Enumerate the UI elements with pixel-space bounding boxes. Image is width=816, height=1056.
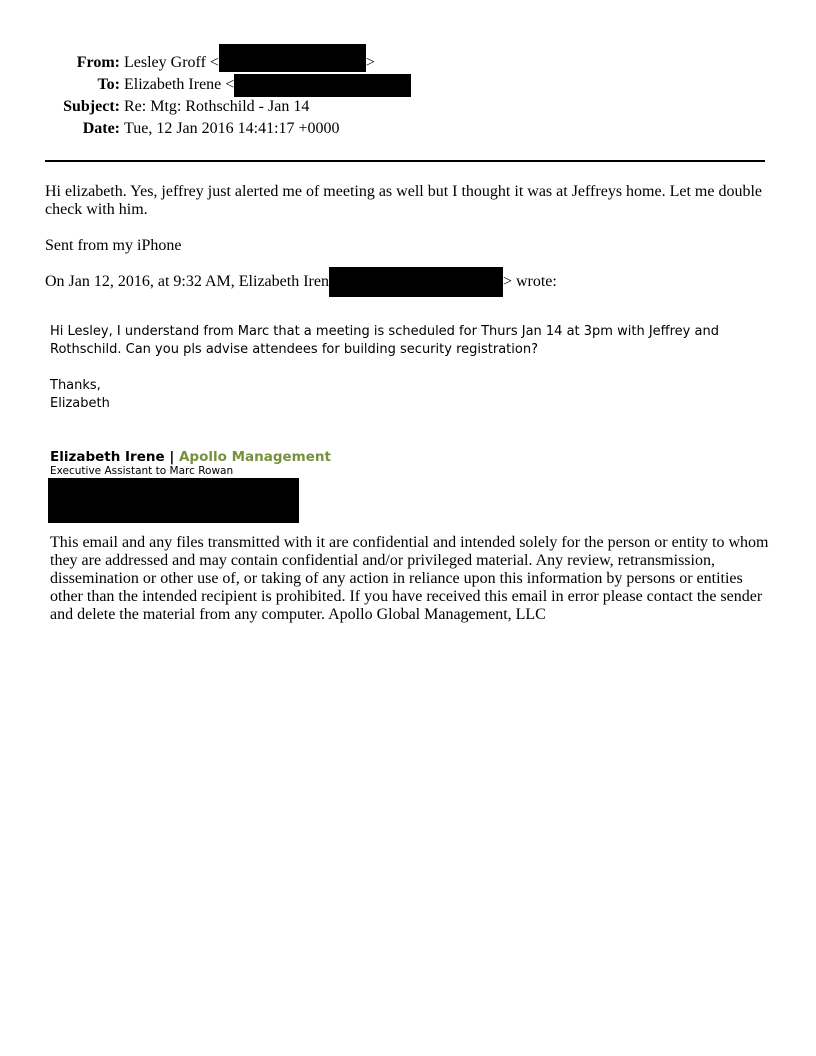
quote-intro-suffix: > wrote: [502, 273, 557, 290]
redaction-block [234, 74, 411, 97]
quote-intro-prefix: On Jan 12, 2016, at 9:32 AM, Elizabeth Iren [45, 273, 329, 290]
reply-signature: Sent from my iPhone [45, 237, 182, 254]
subject-row [0, 96, 816, 118]
redaction-block [48, 478, 299, 523]
to-row [0, 74, 816, 96]
from-value [124, 52, 375, 74]
redaction-block [329, 267, 503, 297]
date-row [0, 118, 816, 140]
redaction-block [219, 44, 366, 72]
to-name: Elizabeth Irene < [124, 76, 235, 93]
to-value [124, 74, 411, 97]
signature-company: Apollo Management [178, 449, 331, 465]
from-name: Lesley Groff < [124, 54, 219, 71]
from-close: > [365, 54, 375, 71]
to-label: To: [97, 76, 120, 93]
subject-label: Subject: [63, 98, 120, 115]
date-value: Tue, 12 Jan 2016 14:41:17 +0000 [124, 120, 340, 137]
signature-name-line [50, 449, 331, 465]
email-header [0, 52, 816, 140]
subject-value: Re: Mtg: Rothschild - Jan 14 [124, 98, 310, 115]
confidentiality-disclaimer: This email and any files transmitted with it are confidential and intended solely for the person or entity to whom they are addressed and may contain confidential and/or privileged material. Any review, retransmission, dissemination or other use of, or taking of any action in reliance upon this information by persons or entities other than the intended recipient is prohibited. If you have received this email in error please contact the sender and delete the material from any computer. Apollo Global Management, LLC [50, 534, 769, 623]
reply-body: Hi elizabeth. Yes, jeffrey just alerted me of meeting as well but I thought it was at Jeffreys home. Let me double check with him. [45, 183, 762, 218]
from-row [0, 52, 816, 74]
signature-name: Elizabeth Irene [50, 449, 165, 465]
quoted-closing: Thanks, [50, 378, 101, 393]
from-label: From: [76, 54, 120, 71]
quoted-body: Hi Lesley, I understand from Marc that a meeting is scheduled for Thurs Jan 14 at 3pm with Jeffrey and Rothschild. Can you pls advise attendees for building security registration? [50, 324, 719, 357]
header-divider [45, 160, 765, 162]
quote-intro [45, 273, 767, 297]
quoted-sender: Elizabeth [50, 396, 110, 411]
signature-separator: | [164, 449, 179, 465]
date-label: Date: [82, 120, 120, 137]
signature-title: Executive Assistant to Marc Rowan [50, 465, 234, 477]
